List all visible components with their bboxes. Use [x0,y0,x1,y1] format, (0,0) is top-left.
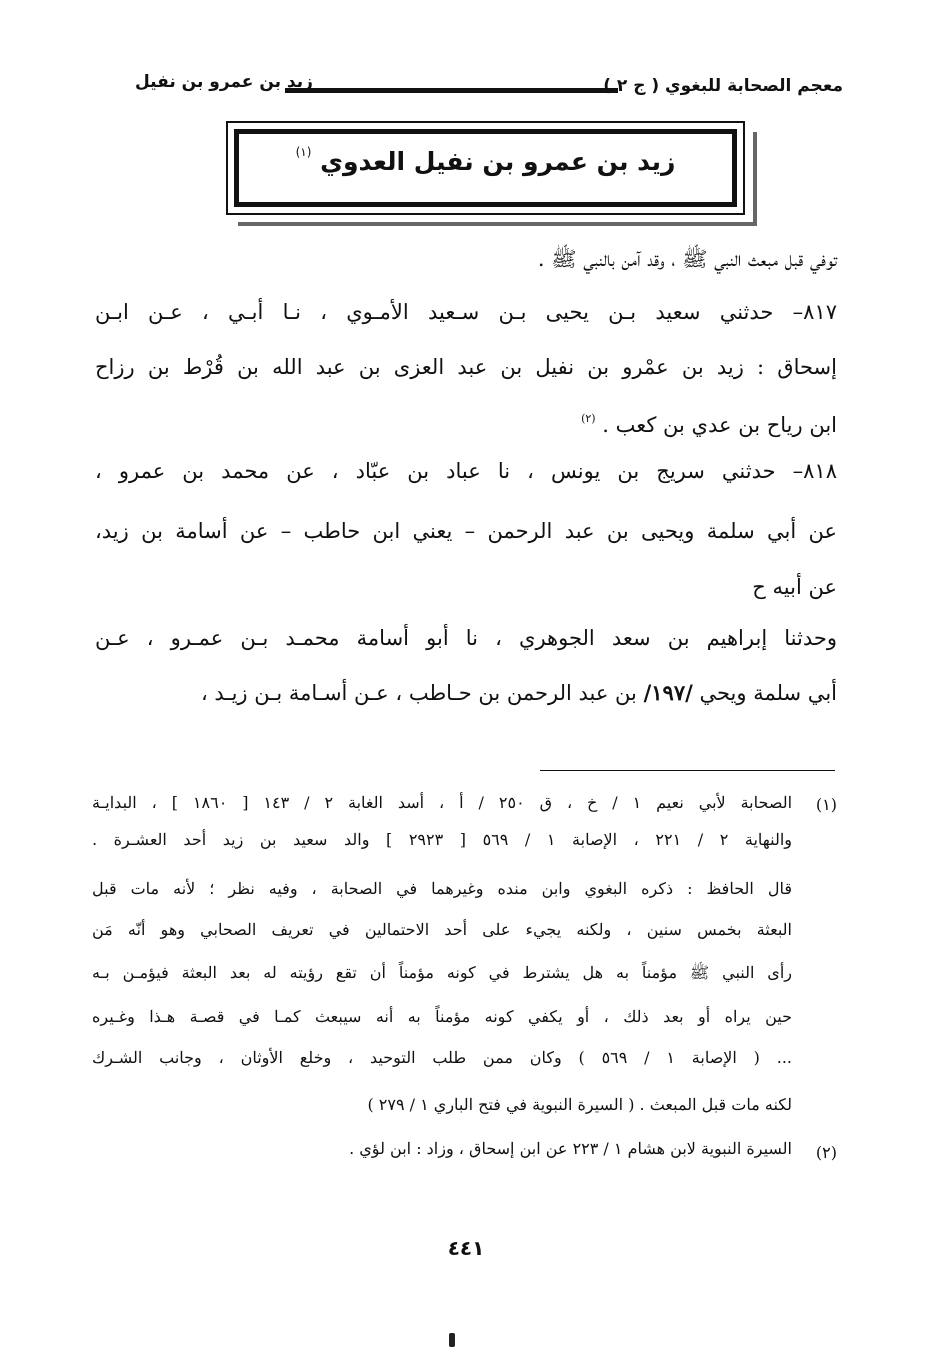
chapter-title-footnote-ref: (١) [295,145,312,159]
page-number: ٤٤١ [447,1236,485,1260]
footnote-2-marker: (٢) [815,1143,837,1162]
footnote-1-line-3: قال الحافظ : ذكره البغوي وابن منده وغيرهما في الصحابة ، وفيه نظر ؛ لأنه مات قبل [92,879,792,898]
chapter-title-text: زيد بن عمرو بن نفيل العدوي [320,147,676,176]
scan-artifact-mark [449,1333,455,1347]
body-line-4-text: ابن رياح بن عدي بن كعب . [602,413,837,437]
body-line-3: إسحاق : زيد بن عمْرو بن نفيل بن عبد العزى بن عبد الله بن قُرْط بن رزاح [95,355,837,379]
footnote-1-marker: (١) [815,795,837,814]
footnote-1-line-1: الصحابة لأبي نعيم ١ / خ ، ق ٢٥٠ / أ ، أسد الغابة ٢ / ١٤٣ [ ١٨٦٠ ] ، البدايـة [92,793,793,812]
footnote-1-line-5: رأى النبي ﷺ مؤمناً به هل يشترط في كونه مؤمناً أن تقع رؤيته له بعد البعثة فيؤمـن بـه [92,963,792,982]
body-line-6: عن أبي سلمة ويحيى بن عبد الرحمن – يعني ابن حاطب – عن أسامة بن زيد، [95,519,837,543]
body-line-9 [95,678,837,708]
running-header-book-title: معجم الصحابة للبغوي ( ج ٢ ) [603,76,843,96]
body-line-4 [95,404,837,440]
page-reference: /١٩٧/ [643,680,693,705]
body-line-8: وحدثنا إبراهيم بن سعد الجوهري ، نا أبو أسامة محمـد بـن عمـرو ، عـن [95,626,837,650]
footnote-1-line-6: حين يراه أو بعد ذلك ، أو يكفي كونه مؤمناً به أنه سيبعث كمـا في قصـة هـذا وغـيره [92,1007,792,1026]
footnote-1-line-4: البعثة بخمس سنين ، ولكنه يجيء على أحد الاحتمالين في تعريف الصحابي وهو أنّه مَن [92,920,792,939]
body-line-1: توفي قبل مبعث النبي ﷺ ، وقد آمن بالنبي ﷺ . [537,247,837,271]
body-line-9-prefix: أبي سلمة ويحي [699,681,837,705]
running-header [135,70,843,106]
footnote-1-line-7: ... ( الإصابة ١ / ٥٦٩ ) وكان ممن طلب التوحيد ، وخلع الأوثان ، وجانب الشـرك [92,1048,793,1067]
footnote-1-line-2: والنهاية ٢ / ٢٢١ ، الإصابة ١ / ٥٦٩ [ ٢٩٢٣ ] والد سعيد بن زيد أحد العشـرة . [92,830,793,849]
footnote-separator [540,770,835,771]
running-header-rule [285,88,618,93]
running-header-section-title: زيد بن عمرو بن نفيل [135,72,313,92]
body-line-5: ٨١٨– حدثني سريج بن يونس ، نا عباد بن عبّاد ، عن محمد بن عمرو ، [95,459,837,483]
body-line-9-text: بن عبد الرحمن بن حـاطب ، عـن أسـامة بـن زيـد ، [200,681,637,705]
title-box [226,121,745,215]
body-line-7: عن أبيه ح [752,575,837,599]
footnote-1-line-8: لكنه مات قبل المبعث . ( السيرة النبوية في فتح الباري ١ / ٢٧٩ ) [367,1095,792,1114]
body-line-4-footnote-ref: (٢) [581,412,596,425]
body-line-2: ٨١٧– حدثني سعيد بـن يحيى بـن سـعيد الأمـوي ، نـا أبـي ، عـن ابـن [95,300,837,324]
chapter-title [228,145,743,176]
footnote-2-text: السيرة النبوية لابن هشام ١ / ٢٢٣ عن ابن إسحاق ، وزاد : ابن لؤي . [349,1139,792,1158]
